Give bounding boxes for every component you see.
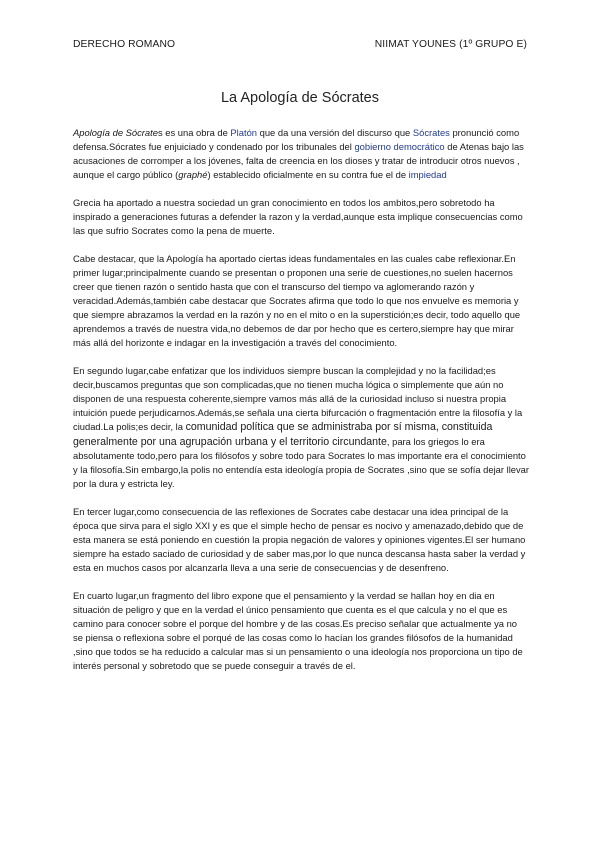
paragraph-cuarto-lugar: En cuarto lugar,un fragmento del libro expone que el pensamiento y la verdad se hallan hoy en dia en situación de peligro y que en la verdad el único pensamiento que cuenta es el que calcula y no el que es camino para conocer sobre el porque del hombre y de las cosas.Es preciso señalar que actualmente ya no se piensa o reflexiona sobre el porqué de las cosas como lo hacían los grandes filósofos de la humanidad ,sino que todos se ha reducido a calcular mas si un pensamiento o una ideología nos proporciona un tipo de interés personal y sobretodo que se puede conseguir a través de el. — [73, 589, 523, 672]
document-body — [73, 126, 529, 687]
link-gobierno-democratico[interactable]: gobierno democrático — [354, 141, 445, 153]
work-title: Apología de Sócrate — [73, 127, 158, 138]
intro-text-2: que da una versión del discurso que — [257, 127, 413, 138]
link-socrates[interactable]: Sócrates — [412, 127, 450, 138]
header-course: DERECHO ROMANO — [73, 39, 176, 50]
intro-text-1: s es una obra de — [157, 127, 231, 138]
segundo-text-2: , para los griegos lo era absolutamente todo,pero para los filósofos y sobre todo para Socrates lo mas importante era el conocimiento y la filosofía.Sin embargo,la polis no entendía esta ideología propia de Socrates ,sino que se sofía dejar llevar por la dura y estricta ley. — [73, 435, 530, 489]
paragraph-grecia: Grecia ha aportado a nuestra sociedad un gran conocimiento en todos los ambitos,pero sobretodo ha inspirado a generaciones futuras a defender la razon y la verdad,aunque esta implique consecuencias como las que sufrio Socrates como la pena de muerte. — [73, 196, 523, 237]
intro-text-5: ) establecido oficialmente en su contra fue el de — [207, 169, 409, 181]
intro-text-3: pronunció como defensa.Sócrates fue enjuiciado y condenado por los tribunales del — [73, 127, 520, 153]
document-title: La Apología de Sócrates — [220, 90, 379, 106]
paragraph-intro — [73, 126, 529, 182]
link-platon[interactable]: Platón — [230, 127, 258, 138]
paragraph-segundo-lugar — [73, 364, 529, 491]
segundo-text-1: En segundo lugar,cabe enfatizar que los individuos siempre buscan la complejidad y no la facilidad;es decir,buscamos preguntas que son complicadas,que no tienen mucha lógica o simplemente que aún no disponen de una respuesta coherente,siempre vamos más allá de la curiosidad incluso si nuestra propia intuición puede perjudicarnos.Además,se señala una cierta bifurcación o fragmentación entre la filosofía y la ciudad.La polis;es decir, la — [73, 365, 523, 433]
paragraph-primer-lugar: Cabe destacar, que la Apología ha aportado ciertas ideas fundamentales en las cuales cabe reflexionar.En primer lugar;principalmente cuando se presentan o proponen una serie de cuestiones,no suelen hacernos creer que tienen razón o sentido hasta que con el transcurso del tiempo va aglomerando razón y veracidad.Además,también cabe destacar que Socrates afirma que todo lo que nos envuelve es memoria y que siempre abrazamos la verdad en la razón y no en el mito o en la superstición;es decir, todo aquello que aprendemos a través de nuestra vida,no debemos de dar por hecho que es certero,siempre hay que mirar más allá del horizonte e indagar en la investigación a través del conocimiento. — [73, 252, 521, 349]
intro-text-4: de Atenas bajo las acusaciones de corromper a los jóvenes, falta de creencia en los dioses y tratar de introducir otros nuevos , aunque el cargo público ( — [73, 141, 524, 181]
term-graphe: graphé — [178, 169, 208, 181]
header-author: NIIMAT YOUNES (1º GRUPO E) — [374, 39, 527, 50]
paragraph-tercer-lugar: En tercer lugar,como consecuencia de las reflexiones de Socrates cabe destacar una idea principal de la época que sirva para el siglo XXI y es que el simple hecho de pensar es nocivo y amenazado,debido que de esta manera se está poniendo en cuestión la propia negación de valores y opiniones vigentes.El ser humano siempre ha estado saciado de curiosidad y de saber mas,por lo que nunca descansa hasta saber la verdad y esta en muchos casos por alcanzarla lleva a una serie de consecuencias y de desenfreno. — [73, 505, 526, 573]
polis-definition: comunidad política que se administraba por sí misma, constituida generalmente por una agrupación urbana y el territorio circundante — [73, 421, 493, 448]
link-impiedad[interactable]: impiedad — [408, 169, 447, 181]
